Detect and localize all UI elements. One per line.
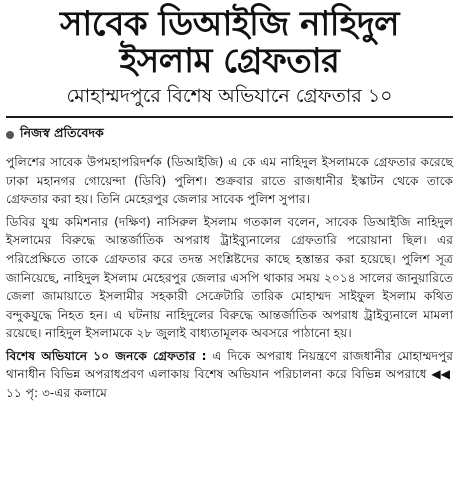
headline [6, 6, 453, 79]
paragraph-1: পুলিশের সাবেক উপমহাপরিদর্শক (ডিআইজি) এ কে এম নাহিদুল ইসলামকে গ্রেফতার করেছে ঢাকা মহানগর গোয়েন্দা (ডিবি) পুলিশ। শুক্রবার রাতে রাজধানীর ইস্কাটন থেকে তাকে গ্রেফতার করা হয়। তিনি মেহেরপুর জেলার সাবেক পুলিশ সুপার। [6, 155, 453, 207]
continuation-text: ১১ পৃ: ৩-এর কলামে [6, 385, 107, 400]
section-heading: বিশেষ অভিযানে ১০ জনকে গ্রেফতার : [6, 348, 207, 363]
subheadline: মোহাম্মদপুরে বিশেষ অভিযানে গ্রেফতার ১০ [66, 85, 393, 108]
divider [6, 116, 453, 118]
headline-line-2: ইসলাম গ্রেফতার [119, 40, 340, 81]
byline-text: নিজস্ব প্রতিবেদক [20, 125, 104, 141]
headline-line-1: সাবেক ডিআইজি নাহিদুল [59, 4, 400, 44]
jump-arrow-icon: ◀◀ [431, 367, 451, 382]
byline [6, 125, 453, 145]
article-body [6, 153, 453, 402]
section-text: এ দিকে অপরাধ নিয়ন্ত্রণে রাজধানীর মোহাম্মদপুর থানাধীন বিভিন্ন অপরাধপ্রবণ এলাকায় বিশেষ অভিযান পরিচালনা করে বিভিন্ন অপরাধে [6, 348, 453, 382]
bullet-icon [6, 131, 14, 139]
paragraph-3 [6, 347, 453, 403]
paragraph-2: ডিবির যুগ্ম কমিশনার (দক্ষিণ) নাসিরুল ইসলাম গতকাল বলেন, সাবেক ডিআইজি নাহিদুল ইসলামের বিরুদ্ধে আন্তর্জাতিক অপরাধ ট্রাইব্যুনালের গ্রেফতারি পরোয়ানা ছিল। এর পরিপ্রেক্ষিতে তাকে গ্রেফতার করে তদন্ত সংশ্লিষ্টদের কাছে হস্তান্তর করা হয়েছে। পুলিশ সূত্র জানিয়েছে, নাহিদুল ইসলাম মেহেরপুর জেলার এসপি থাকার সময় ২০১৪ সালের জানুয়ারিতে জেলা জামায়াতে ইসলামীর সহকারী সেক্রেটারি তারিক মোহাম্মদ সাইফুল ইসলাম কথিত বন্দুকযুদ্ধে নিহত হন। এ ঘটনায় নাহিদুলের বিরুদ্ধে আন্তর্জাতিক অপরাধ ট্রাইব্যুনালে মামলা রয়েছে। নাহিদুল ইসলামকে ২৮ জুলাই বাধ্যতামূলক অবসরে পাঠানো হয়। [6, 214, 453, 341]
